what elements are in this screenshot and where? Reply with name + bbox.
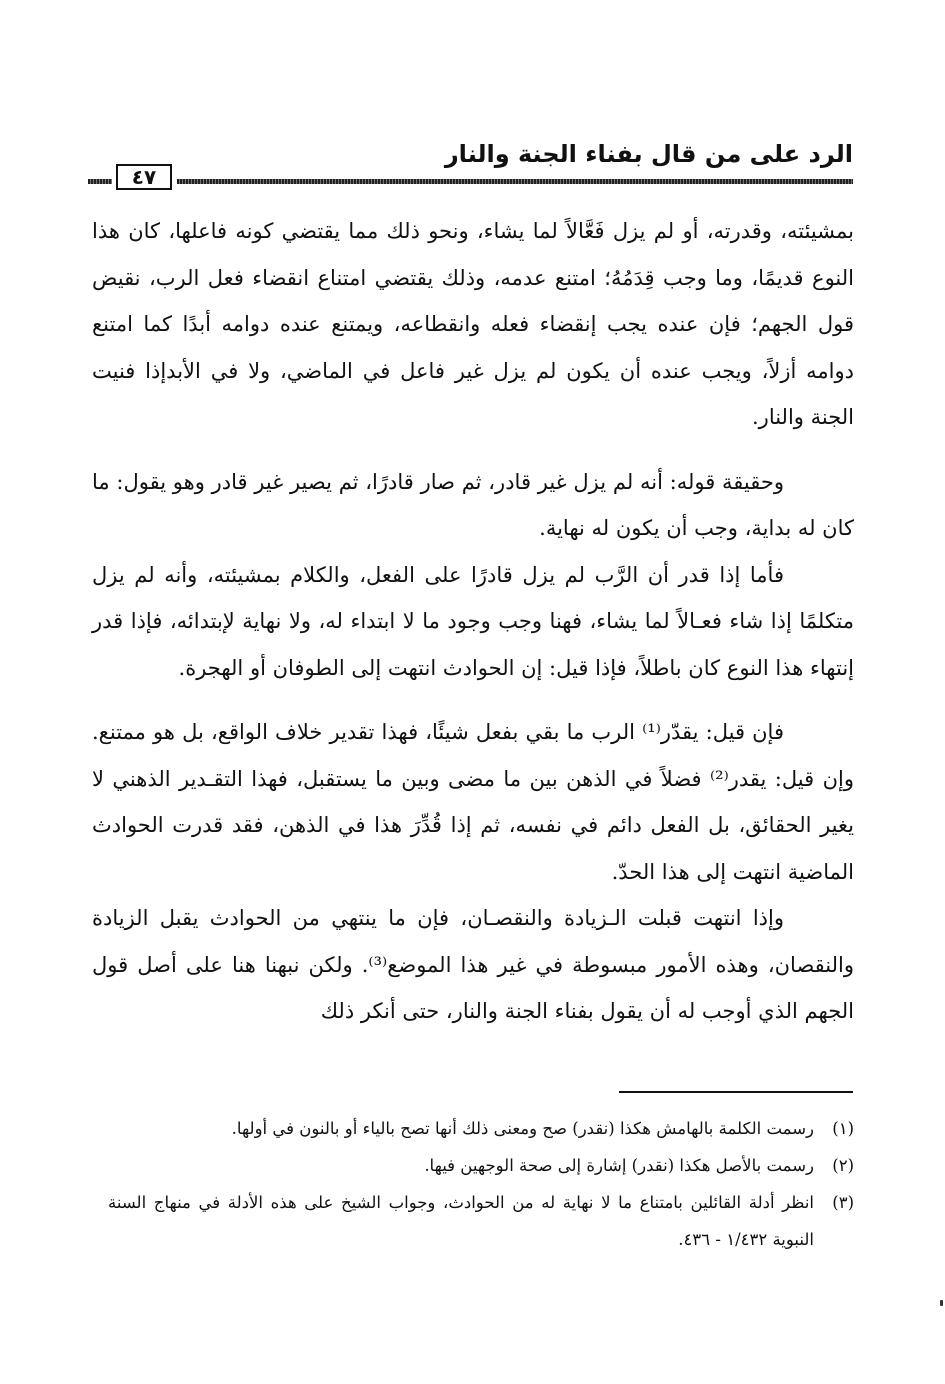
footnote-text: رسمت بالأصل هكذا (نقدر) إشارة إلى صحة الوجهين فيها. [424, 1156, 814, 1175]
footnote-1 [108, 1110, 854, 1147]
header-rule-right [177, 179, 853, 184]
header-rule-left [88, 179, 112, 184]
footnotes [108, 1110, 854, 1258]
scan-speck [940, 1300, 943, 1306]
footnote-text: رسمت الكلمة بالهامش هكذا (نقدر) صح ومعنى ذلك أنها تصح بالياء أو بالنون في أولها. [231, 1119, 814, 1138]
paragraph-2: وحقيقة قوله: أنه لم يزل غير قادر، ثم صار قادرًا، ثم يصير غير قادر وهو يقول: ما كان له بداية، وجب أن يكون له نهاية. [92, 469, 854, 540]
footnote-marker: (٣) [832, 1193, 854, 1212]
footnote-marker: (١) [832, 1119, 854, 1138]
footnote-marker: (٢) [832, 1156, 854, 1175]
main-text [92, 208, 854, 1035]
footnote-3 [108, 1184, 854, 1258]
footnote-2 [108, 1147, 854, 1184]
running-title: الرد على من قال بفناء الجنة والنار [444, 140, 853, 168]
paragraph-4: فإن قيل: يقدّر⁽¹⁾ الرب ما بقي بفعل شيئًا، فهذا تقدير خلاف الواقع، بل هو ممتنع. وإن قيل: يقدر⁽²⁾ فضلاً في الذهن بين ما مضى وبين ما يستقبل، فهذا التقـدير الذهني لا يغير الحقائق، بل الفعل دائم في نفسه، ثم إذا قُدِّرَ هذا في الذهن، فقد قدرت الحوادث الماضية انتهت إلى هذا الحدّ. [92, 720, 854, 884]
paragraph-3: فأما إذا قدر أن الرَّب لم يزل قادرًا على الفعل، والكلام بمشيئته، وأنه لم يزل متكلمًا إذا شاء فعـالاً لما يشاء، فهنا وجب وجود ما لا ابتداء له، ولا نهاية لإبتدائه، فإذا قدر إنتهاء هذا النوع كان باطلاً، فإذا قيل: إن الحوادث انتهت إلى الطوفان أو الهجرة. [92, 562, 854, 680]
paragraph-5: وإذا انتهت قبلت الـزيادة والنقصـان، فإن ما ينتهي من الحوادث يقبل الزيادة والنقصان، وهذه الأمور مبسوطة في غير هذا الموضع⁽³⁾. ولكن نبهنا هنا على أصل قول الجهم الذي أوجب له أن يقول بفناء الجنة والنار، حتى أنكر ذلك [92, 906, 854, 1023]
footnote-separator [619, 1091, 853, 1093]
page-header [88, 138, 853, 192]
footnote-text: انظر أدلة القائلين بامتناع ما لا نهاية له من الحوادث، وجواب الشيخ على هذه الأدلة في منهاج السنة النبوية ١/٤٣٢ - ٤٣٦. [108, 1193, 814, 1249]
paragraph-1: بمشيئته، وقدرته، أو لم يزل فَعَّالاً لما يشاء، ونحو ذلك مما يقتضي كونه فاعلها، كان هذا النوع قديمًا، وما وجب قِدَمُهُ؛ امتنع عدمه، وذلك يقتضي امتناع انقضاء فعل الرب، نقيض قول الجهم؛ فإن عنده يجب إنقضاء فعله وانقطاعه، ويمتنع عنده دوامه أبدًا كما امتنع دوامه أزلاً، ويجب عنده أن يكون لم يزل غير فاعل في الماضي، ولا في الأبدإذا فنيت الجنة والنار. [92, 219, 854, 429]
page-number: ٤٧ [116, 164, 172, 190]
